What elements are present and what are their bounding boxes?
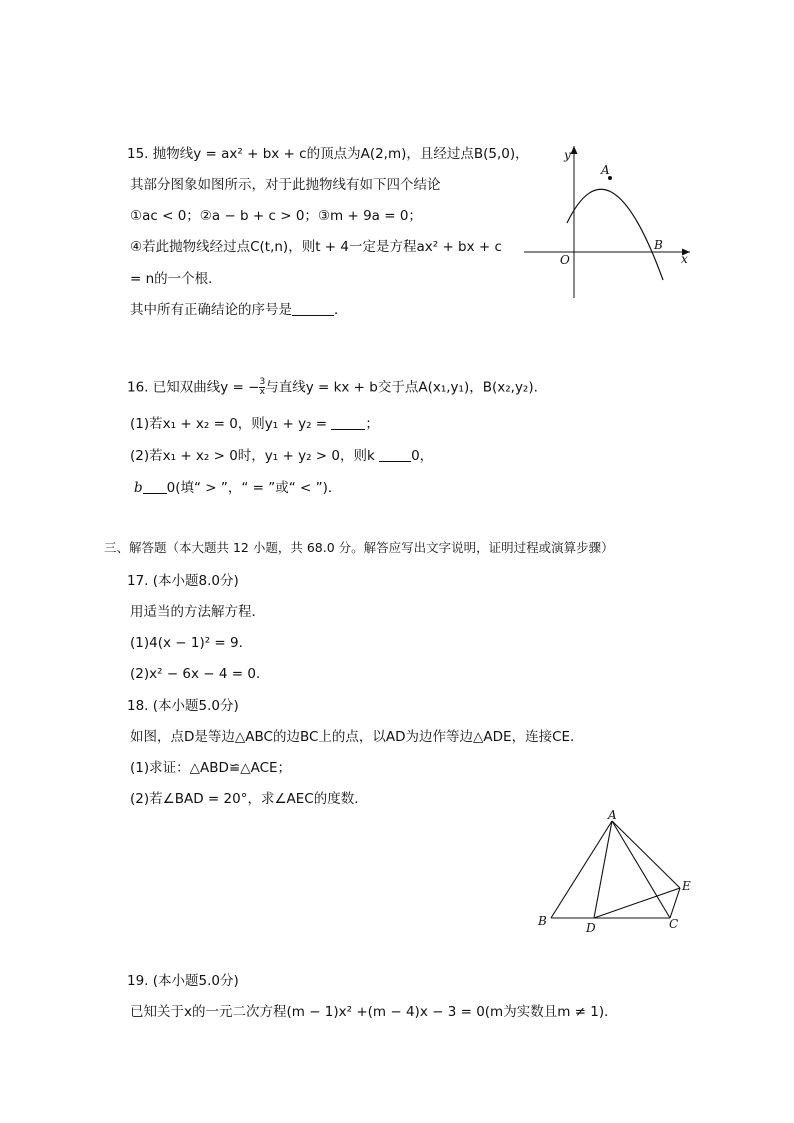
section-3-header: 三、解答题（本大题共 12 小题，共 68.0 分。解答应写出文字说明，证明过程或演算步骤）: [104, 540, 614, 555]
origin-label: O: [560, 253, 570, 267]
q16-line-4: [134, 479, 341, 497]
q18-triangle-figure: [530, 810, 705, 935]
q18-header: 18. (本小题5.0分): [127, 698, 239, 714]
q15-line-6-text: 其中所有正确结论的序号是: [130, 302, 292, 318]
vertex-b-label: B: [538, 914, 547, 928]
q16-line-2-end: ；: [365, 416, 379, 432]
q18-line-1: 如图，点D是等边△ABC的边BC上的点，以AD为边作等边△ADE，连接CE．: [130, 729, 584, 745]
q16-line-1-start: 16. 已知双曲线y = −: [127, 379, 260, 396]
q17-line-1: 用适当的方法解方程．: [130, 604, 265, 620]
vertex-c-label: C: [669, 917, 679, 931]
q19-header: 19. (本小题5.0分): [127, 973, 239, 989]
q17-line-2: (1)4(x − 1)² = 9．: [130, 635, 253, 651]
q16-blank-3: [143, 480, 167, 494]
point-e-label: E: [682, 879, 691, 893]
q16-line-3: [130, 447, 433, 465]
q17-line-3: (2)x² − 6x − 4 = 0．: [130, 666, 270, 682]
q16-blank-1: [331, 416, 365, 430]
q15-line-6: [130, 301, 348, 319]
q15-line-6-end: ．: [334, 302, 348, 318]
q18-line-2: (1)求证：△ABD≌△ACE；: [130, 760, 292, 776]
q19-line-1: 已知关于x的一元二次方程(m − 1)x² +(m − 4)x − 3 = 0(m为实数且m ≠ 1)．: [130, 1004, 618, 1020]
parabola-curve: [567, 189, 663, 280]
vertex-a-label: A: [608, 810, 617, 822]
q15-answer-blank: [292, 302, 334, 316]
vertex-a-label: A: [601, 163, 610, 177]
q15-line-5: = n的一个根．: [130, 271, 222, 287]
segment-ce: [670, 888, 680, 918]
point-b-label: B: [654, 238, 663, 252]
q15-line-3: ①ac < 0；②a − b + c > 0；③m + 9a = 0；: [130, 208, 422, 224]
q16-line-1-end: 与直线y = kx + b交于点A(x₁,y₁)，B(x₂,y₂).: [265, 379, 538, 396]
x-axis-label: x: [681, 252, 688, 266]
y-axis-label: y: [564, 148, 571, 162]
q17-header: 17. (本小题8.0分): [127, 573, 239, 589]
q16-line-4-b: b: [134, 480, 143, 496]
q15-parabola-figure: [520, 140, 695, 305]
q18-line-3: (2)若∠BAD = 20°，求∠AEC的度数．: [130, 791, 368, 807]
q15-line-4: ④若此抛物线经过点C(t,n)，则t + 4一定是方程ax² + bx + c: [130, 239, 502, 255]
q16-line-4-end: 0(填“ > ”，“ = ”或“ < ”)．: [166, 480, 342, 496]
q16-line-2: [130, 415, 379, 433]
q16-line-3-text: (2)若x₁ + x₂ > 0时，y₁ + y₂ > 0，则k: [130, 448, 380, 464]
q15-line-2: 其部分图象如图所示，对于此抛物线有如下四个结论: [130, 177, 441, 193]
q16-line-3-end: 0，: [411, 448, 434, 464]
q16-line-2-text: (1)若x₁ + x₂ = 0，则y₁ + y₂ =: [130, 416, 332, 432]
y-axis-arrow-icon: [571, 146, 578, 154]
q16-fraction-denominator: x: [259, 387, 265, 397]
q15-line-1: 15. 抛物线y = ax² + bx + c的顶点为A(2,m)，且经过点B(5,0)，: [127, 146, 529, 162]
q16-blank-2: [379, 448, 411, 462]
q16-line-1: [127, 378, 538, 397]
q16-fraction-numerator: 3: [259, 377, 266, 387]
point-d-label: D: [586, 921, 596, 935]
